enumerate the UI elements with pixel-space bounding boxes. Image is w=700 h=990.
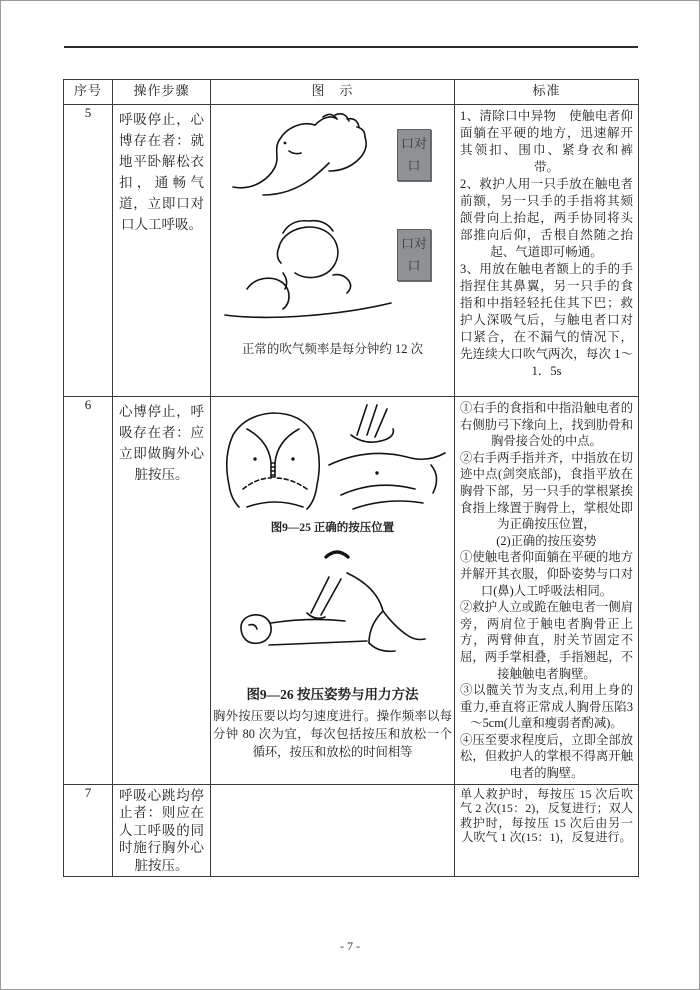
figure-9-25-caption: 图9—25 正确的按压位置 xyxy=(270,522,395,534)
column-header-number: 序号 xyxy=(64,80,113,105)
standard-paragraph: ②右手两手指并齐，中指放在切迹中点(剑突底部)，食指平放在胸骨下部，另一只手的掌根紧挨食指上缘置于胸骨上，掌根处即为正确按压位置， xyxy=(460,450,633,532)
mouth-to-mouth-breathing-figure xyxy=(221,217,397,331)
standard-cell-6 xyxy=(455,397,639,785)
standard-paragraphs xyxy=(460,400,633,782)
illustration-cell-7 xyxy=(211,784,455,877)
compression-position-figure xyxy=(217,401,449,519)
column-header-steps: 操作步骤 xyxy=(113,80,211,105)
first-aid-procedure-table xyxy=(63,79,639,877)
standard-paragraphs xyxy=(460,108,633,380)
figure-9-26-caption: 图9—26 按压姿势与用力方法 xyxy=(246,687,419,702)
standard-paragraph: ②救护人立或跪在触电者一侧肩旁，两肩位于触电者胸骨正上方，两臂伸直，肘关节固定不屈，两手掌相叠，手指翘起，不接触触电者胸壁。 xyxy=(460,600,633,681)
column-header-standard: 标准 xyxy=(455,80,639,105)
standard-paragraphs xyxy=(460,787,633,845)
standard-cell-5 xyxy=(455,105,639,397)
mouth-to-mouth-label-box-2: 口对口 xyxy=(397,229,431,281)
row-number-cell-6: 6 xyxy=(64,397,113,785)
table-row xyxy=(64,397,639,785)
row-number-cell-5: 5 xyxy=(64,105,113,397)
standard-paragraph: ④压至要求程度后，立即全部放松，但救护人的掌根不得离开触电者的胸壁。 xyxy=(460,732,633,781)
standard-paragraph: (2)正确的按压姿势 xyxy=(496,533,597,548)
mouth-to-mouth-label-box-1: 口对口 xyxy=(397,129,431,181)
table-row xyxy=(64,784,639,877)
standard-paragraph: ③以髋关节为支点,利用上身的重力,垂直将正常成人胸骨压陷3～5cm(儿童和瘦弱者酌减)。 xyxy=(460,683,633,731)
compression-rate-note: 胸外按压要以均匀速度进行。操作频率以每分钟 80 次为宜，每次包括按压和放松一个循环，按压和放松的时间相等 xyxy=(213,709,452,759)
standard-paragraph: 2、救护人用一只手放在触电者前额，另一只手的手指将其颏颌骨向上抬起，两手协同将头部推向后仰，舌根自然随之抬起、气道即可畅通。 xyxy=(460,177,633,259)
standard-paragraph: 单人救护时，每按压 15 次后吹气 2 次(15：2)，反复进行；双人救护时，每按压 15 次后由另一人吹气 1 次(15：1)，反复进行。 xyxy=(460,786,633,845)
standard-paragraph: 3、用放在触电者额上的手的手指捏住其鼻翼，另一只手的食指和中指轻轻托住其下巴；救护人深吸气后，与触电者口对口紧合，在不漏气的情况下，先连续大口吹气两次，每次 1～1．5s xyxy=(460,262,633,378)
standard-paragraph: 1、清除口中异物 使触电者仰面躺在平硬的地方，迅速解开其领扣、围巾、紧身衣和裤带。 xyxy=(460,109,633,174)
compression-posture-figure xyxy=(219,543,445,679)
operation-steps-cell-6: 心博停止，呼吸存在者：应立即做胸外心脏按压。 xyxy=(113,397,211,785)
operation-steps-cell-7: 呼吸心跳均停止者：则应在人工呼吸的同时施行胸外心脏按压。 xyxy=(113,784,211,877)
illustration-cell-6 xyxy=(211,397,455,785)
breathing-rate-caption: 正常的吹气频率是每分钟约 12 次 xyxy=(241,342,424,356)
head-tilt-airway-figure xyxy=(227,111,393,217)
table-header-row xyxy=(64,80,639,105)
standard-paragraph: ①使触电者仰面躺在平硬的地方并解开其衣服，仰卧姿势与口对口(鼻)人工呼吸法相同。 xyxy=(460,550,633,598)
header-rule xyxy=(64,46,638,48)
row-number-cell-7: 7 xyxy=(64,784,113,877)
operation-steps-cell-5: 呼吸停止，心博存在者：就地平卧解松衣扣，通畅气道，立即口对口人工呼吸。 xyxy=(113,105,211,397)
page-number: - 7 - xyxy=(340,939,360,953)
standard-paragraph: ①右手的食指和中指沿触电者的右侧肋弓下缘向上，找到肋骨和胸骨接合处的中点。 xyxy=(460,401,633,449)
standard-cell-7 xyxy=(455,784,639,877)
table-row xyxy=(64,105,639,397)
illustration-cell-5 xyxy=(211,105,455,397)
column-header-illustration: 图 示 xyxy=(211,80,455,105)
